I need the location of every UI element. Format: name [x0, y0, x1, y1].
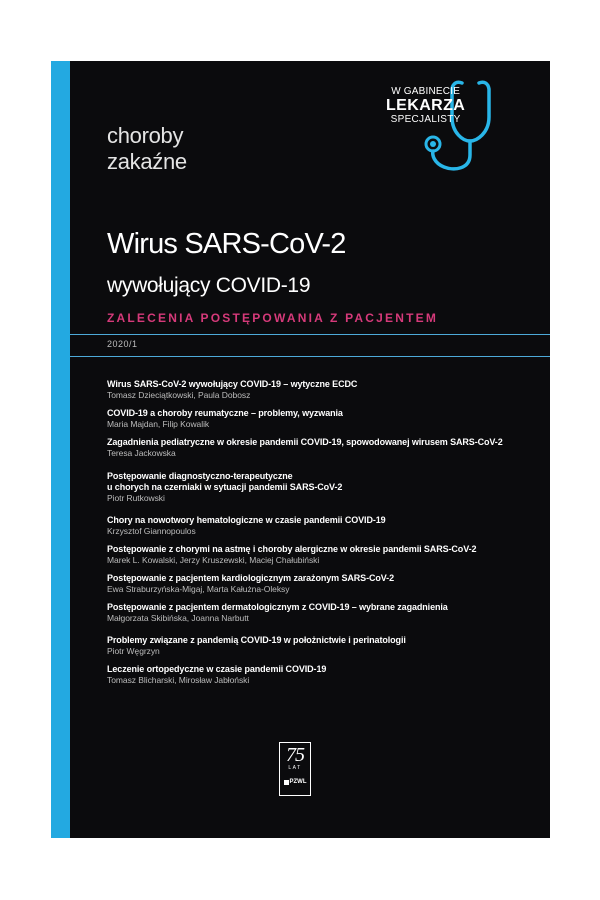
toc-entry-title: COVID-19 a choroby reumatyczne – problemy, wyzwania — [107, 408, 343, 418]
toc-entry-title: Zagadnienia pediatryczne w okresie pandemii COVID-19, spowodowanej wirusem SARS-CoV-2 — [107, 437, 503, 447]
toc-entry-title: Wirus SARS-CoV-2 wywołujący COVID-19 – wytyczne ECDC — [107, 379, 358, 389]
logo-publisher-name: PZWL — [289, 779, 307, 785]
toc-entry-title: Postępowanie z pacjentem kardiologicznym zarażonym SARS-CoV-2 — [107, 573, 394, 583]
badge-text — [386, 87, 465, 125]
logo-anniversary-number: 75 — [286, 744, 304, 766]
toc-entry — [107, 602, 547, 624]
book-subtitle: wywołujący COVID-19 — [107, 274, 311, 297]
toc-entry-authors: Marek L. Kowalski, Jerzy Kruszewski, Maciej Chałubiński — [107, 555, 320, 565]
toc-entry — [107, 664, 547, 686]
toc-entry — [107, 515, 547, 537]
toc-entry-title: Postępowanie diagnostyczno-terapeutyczne u chorych na czerniaki w sytuacji pandemii SARS-CoV-2 — [107, 471, 343, 492]
toc-entry-title: Problemy związane z pandemią COVID-19 w położnictwie i perinatologii — [107, 635, 406, 645]
badge-line-3: SPECJALISTY — [390, 114, 461, 125]
toc-entry-authors: Tomasz Dzieciątkowski, Paula Dobosz — [107, 390, 251, 400]
publisher-logo — [279, 742, 311, 796]
toc-entry-authors: Teresa Jackowska — [107, 448, 176, 458]
toc-entry — [107, 544, 547, 566]
toc-entry-authors: Maria Majdan, Filip Kowalik — [107, 419, 210, 429]
book-tagline: ZALECENIA POSTĘPOWANIA Z PACJENTEM — [107, 311, 439, 325]
series-line-1: choroby — [107, 123, 184, 148]
badge-line-1: W GABINECIE — [391, 86, 461, 97]
toc-entry — [107, 408, 547, 430]
toc-entry — [107, 471, 547, 504]
toc-entry-authors: Ewa Straburzyńska-Migaj, Marta Kałużna-Oleksy — [107, 584, 290, 594]
toc-entry-title: Postępowanie z pacjentem dermatologicznym z COVID-19 – wybrane zagadnienia — [107, 602, 448, 612]
cover-spine-stripe — [51, 61, 70, 838]
toc-entry-authors: Piotr Rutkowski — [107, 493, 165, 503]
toc-entry — [107, 635, 547, 657]
toc-entry-title: Postępowanie z chorymi na astmę i choroby alergiczne w okresie pandemii SARS-CoV-2 — [107, 544, 477, 554]
divider-bottom — [70, 356, 550, 357]
toc-entry-authors: Krzysztof Giannopoulos — [107, 526, 196, 536]
series-title — [107, 123, 187, 175]
toc-entry-authors: Piotr Węgrzyn — [107, 646, 160, 656]
book-cover — [51, 61, 550, 838]
logo-publisher — [280, 778, 310, 786]
publisher-mark-icon — [284, 780, 289, 785]
toc-entry — [107, 573, 547, 595]
toc-entry — [107, 379, 547, 401]
edition-number: 2020/1 — [107, 339, 138, 349]
toc-entry-title: Chory na nowotwory hematologiczne w czasie pandemii COVID-19 — [107, 515, 386, 525]
toc-entry — [107, 437, 547, 459]
toc-entry-title: Leczenie ortopedyczne w czasie pandemii COVID-19 — [107, 664, 327, 674]
logo-anniversary-label: LAT — [288, 765, 302, 771]
series-badge — [376, 77, 526, 177]
badge-line-2: LEKARZA — [386, 97, 466, 114]
book-title: Wirus SARS-CoV-2 — [107, 228, 346, 260]
toc-entry-authors: Tomasz Blicharski, Mirosław Jabłoński — [107, 675, 250, 685]
series-line-2: zakaźne — [107, 149, 187, 174]
divider-top — [70, 334, 550, 335]
toc-entry-authors: Małgorzata Skibińska, Joanna Narbutt — [107, 613, 249, 623]
